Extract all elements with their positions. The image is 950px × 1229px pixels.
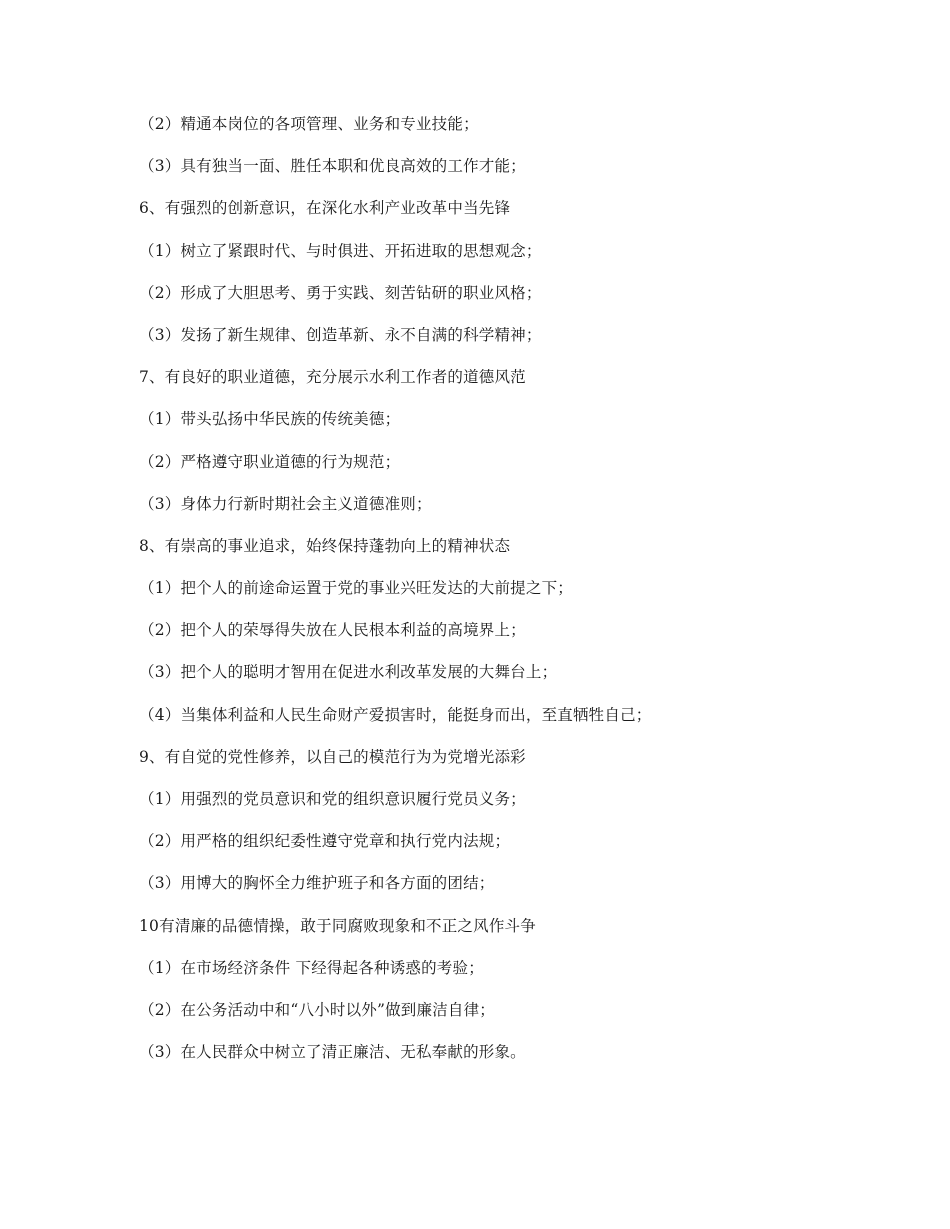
section-heading: 10有清廉的品德情操，敢于同腐败现象和不正之风作斗争: [139, 916, 536, 935]
section-heading: 6、有强烈的创新意识，在深化水利产业改革中当先锋: [139, 199, 511, 218]
text-line: （1）带头弘扬中华民族的传统美德；: [139, 410, 401, 429]
text-line: （4）当集体利益和人民生命财产爱损害时，能挺身而出，至直牺牲自己；: [139, 705, 652, 724]
section-heading: 9、有自觉的党性修养，以自己的模范行为为党增光添彩: [139, 747, 526, 766]
text-line: （3）具有独当一面、胜任本职和优良高效的工作才能；: [139, 157, 526, 176]
text-line: （3）在人民群众中树立了清正廉洁、无私奉献的形象。: [139, 1043, 526, 1062]
section-heading: 8、有崇高的事业追求，始终保持蓬勃向上的精神状态: [139, 536, 511, 555]
text-line: （2）在公务活动中和“八小时以外”做到廉洁自律；: [139, 1000, 496, 1019]
text-line: （2）精通本岗位的各项管理、业务和专业技能；: [139, 115, 479, 133]
text-line: （2）把个人的荣辱得失放在人民根本利益的高境界上；: [139, 621, 526, 640]
section-heading: 7、有良好的职业道德，充分展示水利工作者的道德风范: [139, 368, 526, 387]
text-line: （1）树立了紧跟时代、与时俱进、开拓进取的思想观念；: [139, 241, 542, 260]
text-line: （1）在市场经济条件 下经得起各种诱惑的考验；: [139, 958, 484, 977]
text-line: （3）发扬了新生规律、创造革新、永不自满的科学精神；: [139, 325, 542, 344]
text-line: （3）用博大的胸怀全力维护班子和各方面的团结；: [139, 874, 495, 893]
text-line: （3）身体力行新时期社会主义道德准则；: [139, 494, 432, 513]
text-line: （3）把个人的聪明才智用在促进水利改革发展的大舞台上；: [139, 663, 558, 682]
text-line: （2）形成了大胆思考、勇于实践、刻苦钻研的职业风格；: [139, 283, 542, 302]
text-line: （1）把个人的前途命运置于党的事业兴旺发达的大前提之下；: [139, 579, 573, 598]
text-line: （1）用强烈的党员意识和党的组织意识履行党员义务；: [139, 790, 526, 808]
text-line: （2）严格遵守职业道德的行为规范；: [139, 452, 401, 471]
document-body: [139, 111, 651, 1081]
text-line: （2）用严格的组织纪委性遵守党章和执行党内法规；: [139, 832, 511, 851]
